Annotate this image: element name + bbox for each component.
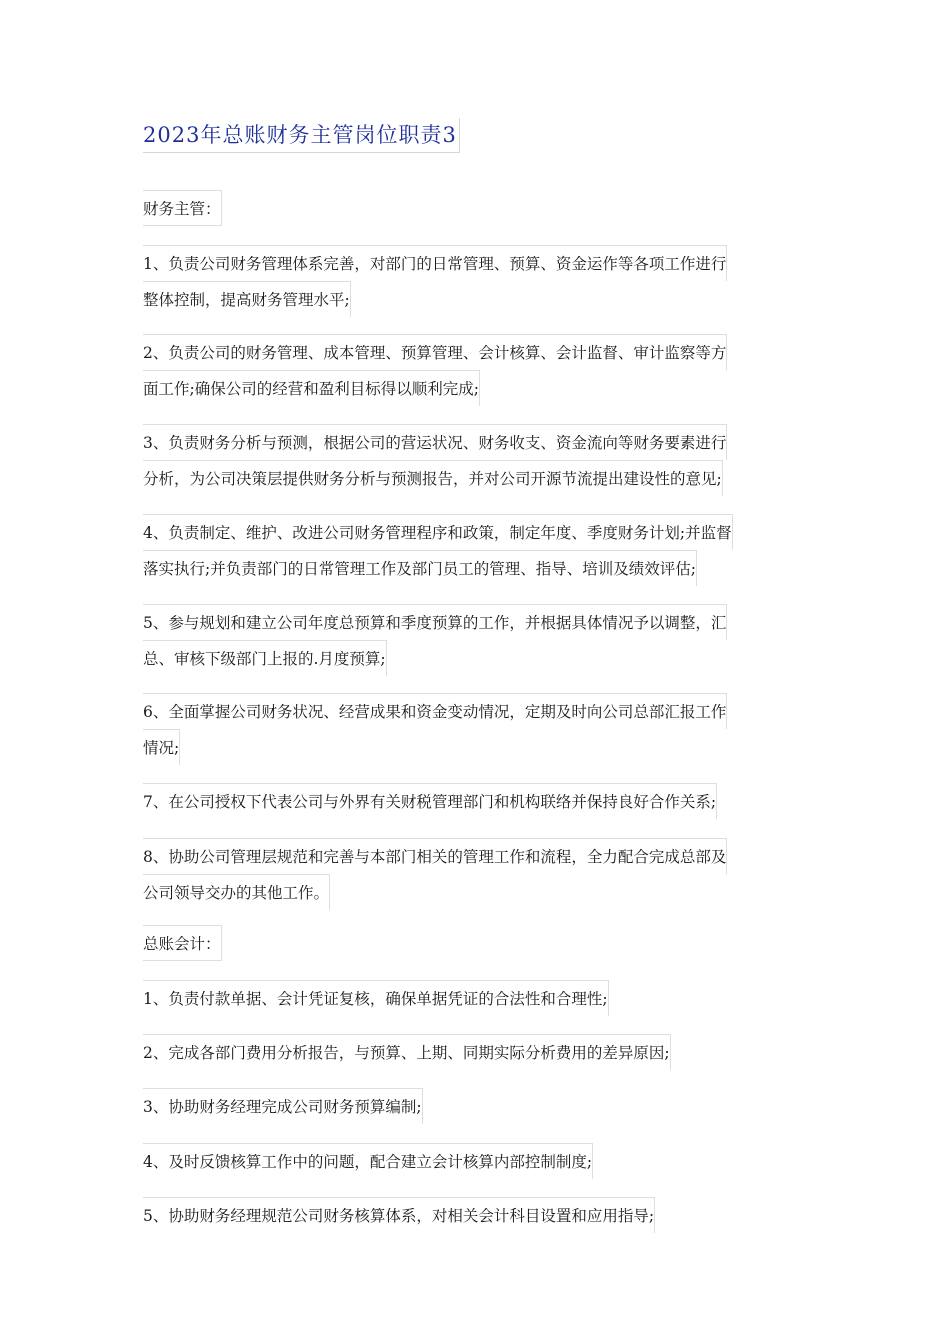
duty-item: [143, 783, 806, 819]
duty-item: [143, 1197, 806, 1233]
duty-item: [143, 838, 806, 910]
heading-text: 财务主管：: [143, 190, 222, 226]
duty-line: 1、负责付款单据、会计凭证复核，确保单据凭证的合法性和合理性;: [143, 980, 609, 1016]
duty-item: [143, 1143, 806, 1179]
duty-item: [143, 693, 806, 765]
duty-line: 落实执行;并负责部门的日常管理工作及部门员工的管理、指导、培训及绩效评估;: [143, 550, 697, 586]
duty-line: 4、负责制定、维护、改进公司财务管理程序和政策，制定年度、季度财务计划;并监督: [143, 514, 733, 550]
duty-line: 7、在公司授权下代表公司与外界有关财税管理部门和机构联络并保持良好合作关系;: [143, 783, 717, 819]
heading-text: 总账会计：: [143, 925, 222, 961]
duty-line: 5、协助财务经理规范公司财务核算体系，对相关会计科目设置和应用指导;: [143, 1197, 655, 1233]
duty-line: 3、负责财务分析与预测，根据公司的营运状况、财务收支、资金流向等财务要素进行: [143, 424, 727, 460]
duty-line: 分析，为公司决策层提供财务分析与预测报告，并对公司开源节流提出建设性的意见;: [143, 460, 723, 496]
duty-line: 整体控制，提高财务管理水平;: [143, 281, 351, 317]
duty-item: [143, 514, 806, 586]
duty-item: [143, 1034, 806, 1070]
section-heading-finance-supervisor: [143, 190, 806, 226]
duty-line: 1、负责公司财务管理体系完善，对部门的日常管理、预算、资金运作等各项工作进行: [143, 245, 727, 281]
duty-item: [143, 980, 806, 1016]
duty-item: [143, 245, 806, 317]
duty-line: 总、审核下级部门上报的.月度预算;: [143, 640, 387, 676]
duty-line: 5、参与规划和建立公司年度总预算和季度预算的工作，并根据具体情况予以调整，汇: [143, 604, 727, 640]
duty-item: [143, 334, 806, 406]
duty-line: 情况;: [143, 729, 180, 765]
duty-line: 2、完成各部门费用分析报告，与预算、上期、同期实际分析费用的差异原因;: [143, 1034, 671, 1070]
duty-line: 4、及时反馈核算工作中的问题，配合建立会计核算内部控制制度;: [143, 1143, 593, 1179]
document-title: 2023年总账财务主管岗位职责3: [143, 118, 460, 153]
duty-line: 6、全面掌握公司财务状况、经营成果和资金变动情况，定期及时向公司总部汇报工作: [143, 693, 727, 729]
duty-line: 面工作;确保公司的经营和盈利目标得以顺利完成;: [143, 370, 480, 406]
duty-item: [143, 604, 806, 676]
duty-line: 3、协助财务经理完成公司财务预算编制;: [143, 1088, 423, 1124]
section-heading-ledger-accountant: [143, 925, 806, 961]
duty-item: [143, 424, 806, 496]
duty-line: 2、负责公司的财务管理、成本管理、预算管理、会计核算、会计监督、审计监察等方: [143, 334, 727, 370]
duty-line: 8、协助公司管理层规范和完善与本部门相关的管理工作和流程，全力配合完成总部及: [143, 838, 727, 874]
duty-item: [143, 1088, 806, 1124]
duty-line: 公司领导交办的其他工作。: [143, 874, 330, 910]
